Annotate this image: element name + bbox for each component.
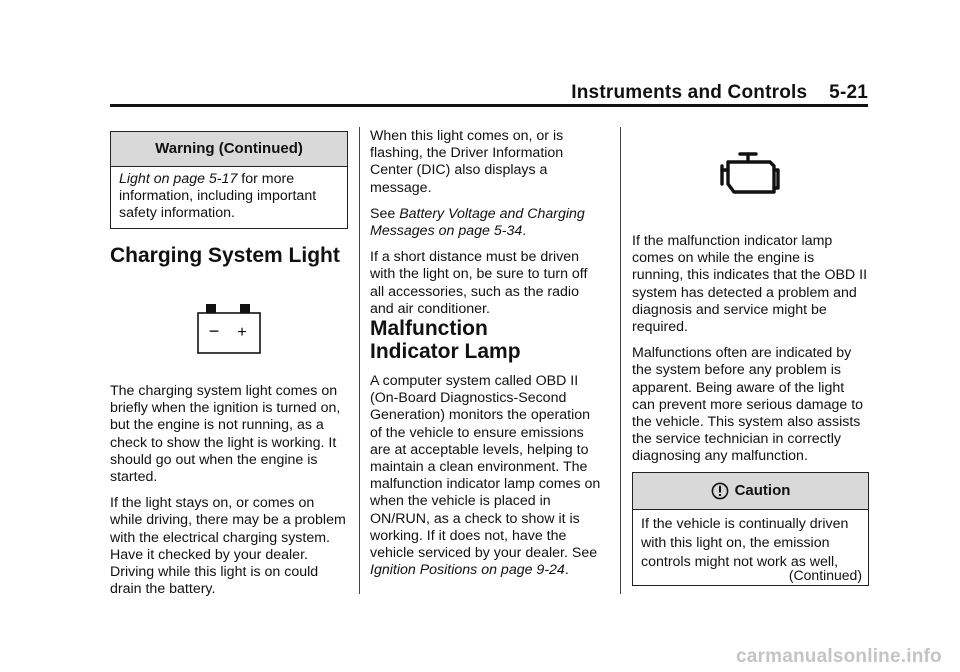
check-engine-icon	[712, 148, 786, 202]
battery-icon	[194, 300, 264, 356]
caution-box	[632, 472, 869, 586]
header-rule	[110, 104, 868, 107]
page-header	[110, 82, 868, 104]
header-title	[571, 82, 868, 104]
malfunction-heading-2: Indicator Lamp	[370, 340, 521, 363]
continued-label: (Continued)	[788, 567, 862, 583]
obd-para-text: A computer system called OBD II (On-Board Diagnostics-Second Generation) monitors the operation of the vehicle to ensure emissions are at acceptable levels, helping to maintain a clean environment. The malfunction indicator lamp comes on when the vehicle is placed in ON/RUN, as a check to show it is working. If it does not, have the vehicle serviced by your dealer. See	[370, 373, 601, 562]
short-distance-para: If a short distance must be driven with the light on, be sure to turn off all accessories, such as the radio and air conditioner.	[370, 249, 588, 317]
caution-body	[641, 515, 862, 572]
charging-para-2: If the light stays on, or comes on while driving, there may be a problem with the electrical charging system. Have it checked by your dealer. Driving while this light is on could drain the battery.	[110, 495, 346, 598]
charging-heading: Charging System Light	[110, 244, 340, 267]
warning-ref-link[interactable]: Light on page 5-17	[119, 171, 238, 187]
charging-text	[110, 383, 348, 598]
warning-heading: Warning (Continued)	[111, 132, 347, 167]
warning-box	[110, 131, 348, 229]
caution-symbol-icon	[711, 482, 729, 500]
column-2	[370, 128, 602, 318]
see-suffix: .	[522, 223, 527, 240]
column-divider-1	[359, 127, 360, 594]
caution-text: If the vehicle is continually driven with this light on, the emission controls might not work as well,	[641, 516, 849, 570]
section-title: Instruments and Controls	[571, 82, 808, 103]
battery-minus: −	[208, 321, 220, 341]
warning-body	[119, 171, 341, 223]
mil-para-1: If the malfunction indicator lamp comes on while the engine is running, this indicates that the OBD II system has detected a problem and diagnosis and service might be required.	[632, 233, 868, 336]
watermark: carmanualsonline.info	[736, 646, 942, 667]
caution-heading	[633, 473, 868, 510]
battery-plus: +	[237, 324, 247, 341]
obd-text	[370, 373, 602, 579]
mil-para-2: Malfunctions often are indicated by the system before any problem is apparent. Being aware of the light can prevent more serious damage to the vehicle. This system also assists the service technician in correctly diagnosing any malfunction.	[632, 345, 864, 465]
obd-para	[370, 373, 602, 579]
obd-para-suffix: .	[564, 562, 569, 579]
column-3	[632, 233, 868, 466]
malfunction-heading-1: Malfunction	[370, 317, 488, 340]
battery-messages-link[interactable]: Battery Voltage and Charging Messages on page 5-34	[370, 205, 585, 240]
column-divider-2	[620, 127, 621, 594]
charging-para-1: The charging system light comes on briefly when the ignition is turned on, but the engine is not running, as a check to show the light is working. It should go out when the engine is started.	[110, 383, 341, 486]
dic-para: When this light comes on, or is flashing, the Driver Information Center (DIC) also displays a message.	[370, 128, 564, 196]
see-prefix: See	[370, 205, 400, 222]
caution-heading-text: Caution	[734, 482, 791, 499]
ignition-positions-link[interactable]: Ignition Positions on page 9-24	[370, 562, 565, 579]
warning-text: for more information, including important safety information.	[119, 171, 317, 222]
see-para	[370, 206, 602, 240]
page-number: 5-21	[829, 82, 868, 103]
